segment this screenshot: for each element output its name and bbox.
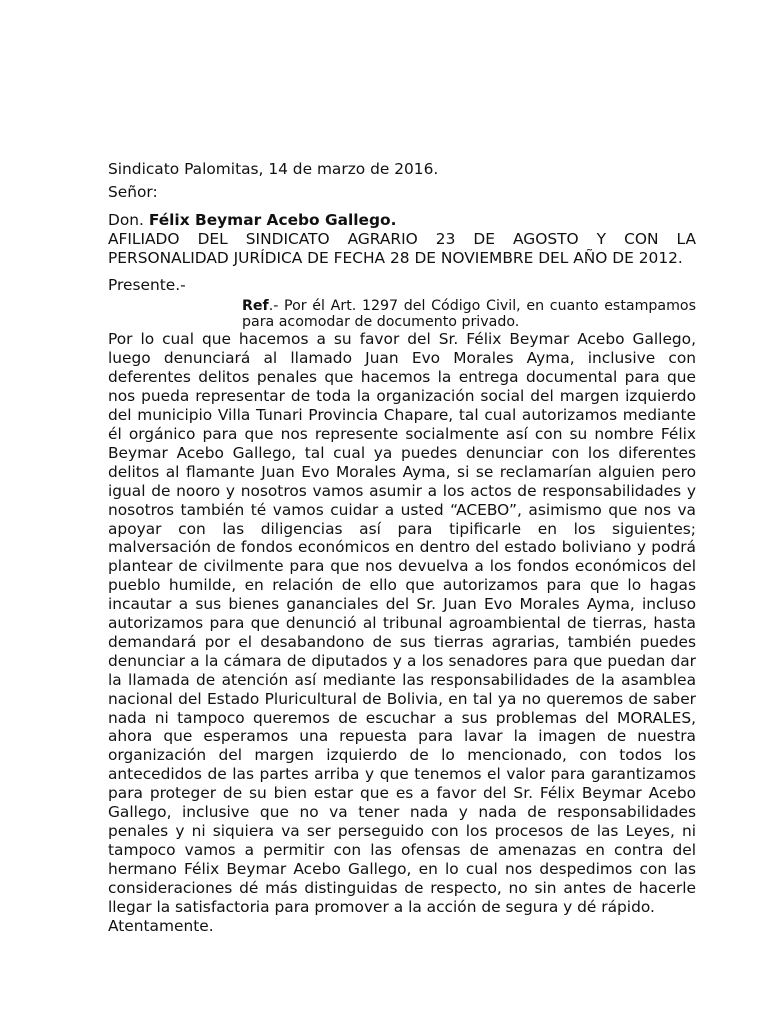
ref-text: .- Por él Art. 1297 del Código Civil, en cuanto estampamos para acomodar de documento privado. [242, 298, 696, 331]
letter [108, 160, 696, 935]
affiliation-line-2: PERSONALIDAD JURÍDICA DE FECHA 28 DE NOVIEMBRE DEL AÑO DE 2012. [108, 248, 683, 267]
salutation: Señor: [108, 182, 158, 201]
addressee [108, 211, 696, 230]
reference [242, 298, 696, 330]
closing: Atentamente. [108, 916, 214, 935]
ref-label: Ref [242, 298, 269, 315]
letter-body: Por lo cual que hacemos a su favor del Sr. Félix Beymar Acebo Gallego, luego denunciará al llamado Juan Evo Morales Ayma, inclusive con deferentes delitos penales que hacemos la entrega documental para que nos pueda representar de toda la organización social del margen izquierdo del municipio Villa Tunari Provincia Chapare, tal cual autorizamos mediante él orgánico para que nos represente socialmente así con su nombre Félix Beymar Acebo Gallego, tal cual ya puedes denunciar con los diferentes delitos al flamante Juan Evo Morales Ayma, si se reclamarían alguien pero igual de nooro y nosotros vamos asumir a los actos de responsabilidades y nosotros también té vamos cuidar a usted “ACEBO”, asimismo que nos va apoyar con las diligencias así para tipificarle en los siguientes; malversación de fondos económicos en dentro del estado boliviano y podrá plantear de civilmente para que nos devuelva a los fondos económicos del pueblo humilde, en relación de ello que autorizamos para que lo hagas incautar a sus bienes gananciales del Sr. Juan Evo Morales Ayma, incluso autorizamos para que denunció al tribunal agroambiental de tierras, hasta demandará por el desabandono de sus tierras agrarias, también puedes denunciar a la cámara de diputados y a los senadores para que puedan dar la llamada de atención así mediante las responsabilidades de la asamblea nacional del Estado Pluricultural de Bolivia, en tal ya no queremos de saber nada ni tampoco queremos de escuchar a sus problemas del MORALES, ahora que esperamos una repuesta para lavar la imagen de nuestra organización del margen izquierdo de lo mencionado, con todos los antecedidos de las partes arriba y que tenemos el valor para garantizamos para proteger de su bien estar que es a favor del Sr. Félix Beymar Acebo Gallego, inclusive que no va tener nada y nada de responsabilidades penales y ni siquiera va ser perseguido con los procesos de las Leyes, ni tampoco vamos a permitir con las ofensas de amenazas en contra del hermano Félix Beymar Acebo Gallego, en lo cual nos despedimos con las consideraciones dé más distinguidas de respecto, no sin antes de hacerle llegar la satisfactoria para promover a la acción de segura y dé rápido. [108, 330, 696, 916]
affiliation-line-1: AFILIADO DEL SINDICATO AGRARIO 23 DE AGOSTO Y CON LA [108, 229, 696, 248]
addressee-name: Félix Beymar Acebo Gallego. [148, 210, 397, 229]
addressee-prefix: Don. [108, 210, 149, 229]
presente: Presente.- [108, 275, 186, 294]
date-line: Sindicato Palomitas, 14 de marzo de 2016. [108, 160, 439, 178]
